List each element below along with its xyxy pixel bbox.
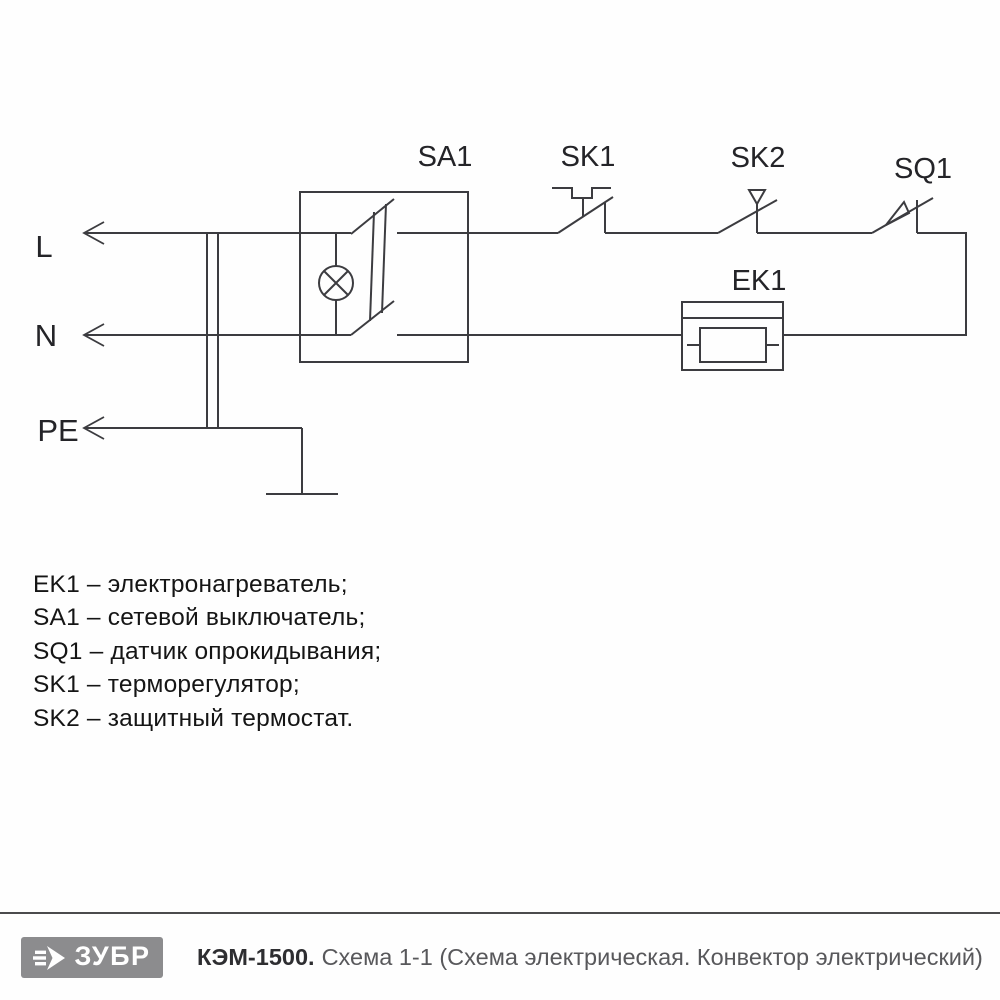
sk2-contact <box>718 200 777 233</box>
component-label-ek1: EK1 <box>731 265 787 297</box>
zubr-logo-icon <box>33 944 69 972</box>
legend-item-ek1: EK1 – электронагреватель; <box>33 571 348 598</box>
sa1-pole2-contact <box>351 301 394 335</box>
cord-marker <box>207 233 218 428</box>
terminal-label-pe: PE <box>37 413 79 448</box>
switch-sq1-symbol <box>872 198 933 233</box>
sa1-linkage <box>382 204 386 313</box>
model-number: КЭМ-1500. <box>197 944 315 970</box>
footer-caption <box>197 944 983 971</box>
legend-item-sk1: SK1 – терморегулятор; <box>33 671 300 699</box>
terminal-pe-wire <box>84 417 302 439</box>
terminal-label-n: N <box>34 318 58 353</box>
legend-item-sa1: SA1 – сетевой выключатель; <box>33 604 366 632</box>
component-label-sa1: SA1 <box>417 141 473 173</box>
switch-sk1-symbol <box>552 188 613 233</box>
legend-item-sk2: SK2 – защитный термостат. <box>33 704 354 732</box>
terminal-label-l: L <box>35 229 53 264</box>
indicator-lamp-icon <box>319 233 353 335</box>
component-legend <box>33 568 381 735</box>
component-label-sk1: SK1 <box>560 141 616 173</box>
ek1-outer-box <box>682 302 783 370</box>
brand-name: ЗУБР <box>74 941 151 971</box>
heater-ek1-symbol <box>682 302 783 370</box>
switch-sa1-symbol <box>300 192 468 362</box>
sa1-linkage <box>370 212 374 321</box>
zubr-logo <box>21 937 163 978</box>
component-label-sk2: SK2 <box>730 142 786 174</box>
footer-separator <box>0 912 1000 914</box>
legend-item-sq1: SQ1 – датчик опрокидывания; <box>33 637 382 665</box>
earth-symbol <box>266 428 338 494</box>
component-label-sq1: SQ1 <box>893 153 953 185</box>
switch-sk2-symbol <box>718 190 777 233</box>
ek1-element <box>700 328 766 362</box>
sk1-actuator-icon <box>552 188 611 198</box>
schema-caption: Схема 1-1 (Схема электрическая. Конвектор электрический) <box>321 944 983 970</box>
sk2-thermal-icon <box>749 190 765 204</box>
wire-sq1-ek1 <box>783 233 966 335</box>
